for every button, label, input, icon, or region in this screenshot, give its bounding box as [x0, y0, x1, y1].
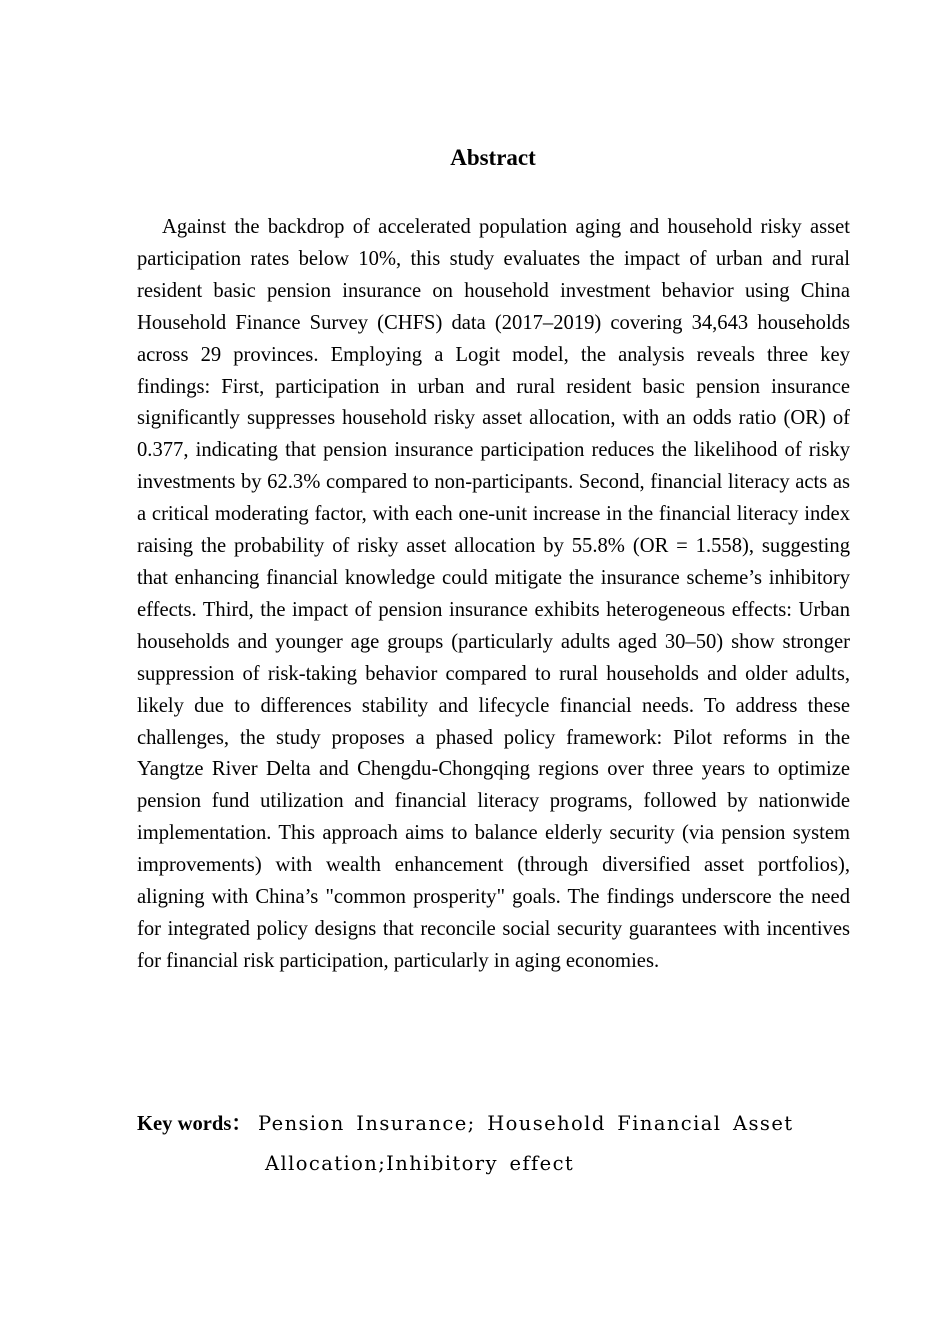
keywords-label: Key words [137, 1113, 232, 1135]
keywords-line-1: Pension Insurance; Household Financial Asset [257, 1112, 794, 1135]
abstract-title: Abstract [450, 145, 536, 170]
abstract-body: Against the backdrop of accelerated population aging and household risky asset participation rates below 10%, this study evaluates the impact of urban and rural resident basic pension insurance on household investment behavior using China Household Finance Survey (CHFS) data (2017–2019) covering 34,643 households across 29 provinces. Employing a Logit model, the analysis reveals three key findings: First, participation in urban and rural resident basic pension insurance significantly suppresses household risky asset allocation, with an odds ratio (OR) of 0.377, indicating that pension insurance participation reduces the likelihood of risky investments by 62.3% compared to non-participants. Second, financial literacy acts as a critical moderating factor, with each one-unit increase in the financial literacy index raising the probability of risky asset allocation by 55.8% (OR = 1.558), suggesting that enhancing financial knowledge could mitigate the insurance scheme’s inhibitory effects. Third, the impact of pension insurance exhibits heterogeneous effects: Urban households and younger age groups (particularly adults aged 30–50) show stronger suppression of risk-taking behavior compared to rural households and older adults, likely due to differences stability and lifecycle financial needs. To address these challenges, the study proposes a phased policy framework: Pilot reforms in the Yangtze River Delta and Chengdu-Chongqing regions over three years to optimize pension fund utilization and financial literacy programs, followed by nationwide implementation. This approach aims to balance elderly security (via pension system improvements) with wealth enhancement (through diversified asset portfolios), aligning with China’s "common prosperity" goals. The findings underscore the need for integrated policy designs that reconcile social security guarantees with incentives for financial risk participation, particularly in aging economies. [137, 216, 850, 972]
keywords-section [137, 1108, 850, 1175]
keywords-separator: ： [231, 1113, 252, 1135]
keywords-line-2: Allocation;Inhibitory effect [265, 1152, 575, 1175]
